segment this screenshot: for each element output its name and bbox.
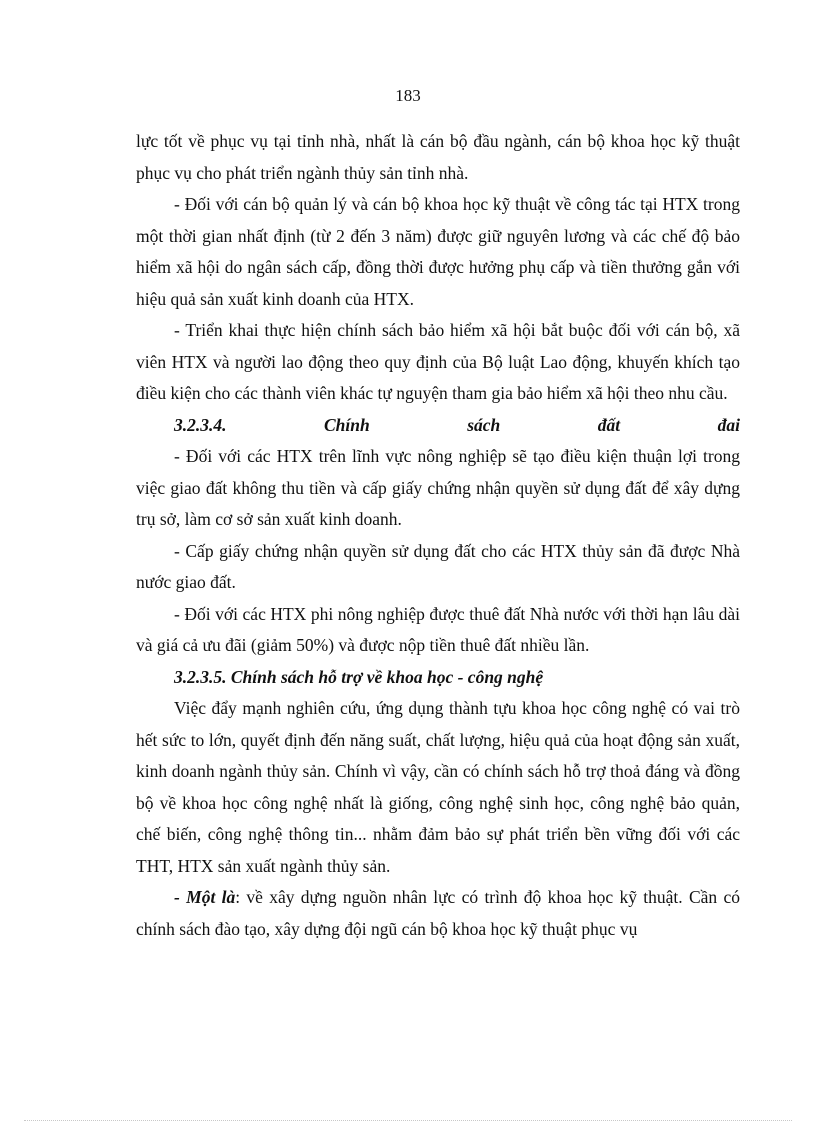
paragraph-staff-assignment: - Đối với cán bộ quản lý và cán bộ khoa học kỹ thuật về công tác tại HTX trong một thời gian nhất định (từ 2 đến 3 năm) được giữ nguyên lương và các chế độ bảo hiểm xã hội do ngân sách cấp, đồng thời được hưởng phụ cấp và tiền thưởng gắn với hiệu quả sản xuất kinh doanh của HTX.: [136, 194, 740, 309]
heading-word-3: đất: [597, 414, 621, 435]
heading-number: 3.2.3.4.: [174, 414, 227, 435]
paragraph-continuation: lực tốt về phục vụ tại tỉnh nhà, nhất là cán bộ đầu ngành, cán bộ khoa học kỹ thuật phục vụ cho phát triển ngành thủy sản tỉnh nhà.: [136, 131, 740, 183]
heading-word-1: Chính: [323, 414, 370, 435]
heading-word-4: đai: [717, 414, 740, 435]
section-heading-science-tech: 3.2.3.5. Chính sách hỗ trợ về khoa học - công nghệ: [174, 666, 544, 687]
paragraph-science-tech-intro: Việc đẩy mạnh nghiên cứu, ứng dụng thành tựu khoa học công nghệ có vai trò hết sức to lớn, quyết định đến năng suất, chất lượng, hiệu quả của hoạt động sản xuất, kinh doanh ngành thủy sản. Chính vì vậy, cần có chính sách hỗ trợ thoả đáng và đồng bộ về khoa học công nghệ nhất là giống, công nghệ sinh học, công nghệ bảo quản, chế biến, công nghệ thông tin... nhằm đảm bảo sự phát triển bền vững đối với các THT, HTX sản xuất ngành thủy sản.: [136, 698, 740, 876]
heading-word-2: sách: [467, 414, 501, 435]
paragraph-agricultural-land: - Đối với các HTX trên lĩnh vực nông nghiệp sẽ tạo điều kiện thuận lợi trong việc giao đất không thu tiền và cấp giấy chứng nhận quyền sử dụng đất để xây dựng trụ sở, làm cơ sở sản xuất kinh doanh.: [136, 446, 740, 529]
paragraph-first-measure: [136, 882, 740, 945]
paragraph-social-insurance: - Triển khai thực hiện chính sách bảo hiểm xã hội bắt buộc đối với cán bộ, xã viên HTX và người lao động theo quy định của Bộ luật Lao động, khuyến khích tạo điều kiện cho các thành viên khác tự nguyện tham gia bảo hiểm xã hội theo nhu cầu.: [136, 320, 740, 403]
first-measure-text: : về xây dựng nguồn nhân lực có trình độ khoa học kỹ thuật. Cần có chính sách đào tạo, xây dựng đội ngũ cán bộ khoa học kỹ thuật phục vụ: [136, 887, 740, 939]
document-body: [136, 126, 740, 945]
first-measure-label: - Một là: [174, 887, 236, 907]
page-number: 183: [395, 86, 421, 105]
paragraph-non-agricultural-land: - Đối với các HTX phi nông nghiệp được thuê đất Nhà nước với thời hạn lâu dài và giá cả ưu đãi (giảm 50%) và được nộp tiền thuê đất nhiều lần.: [136, 603, 740, 655]
footer-divider: [24, 1120, 792, 1121]
paragraph-land-certificate: - Cấp giấy chứng nhận quyền sử dụng đất cho các HTX thủy sản đã được Nhà nước giao đất.: [136, 540, 740, 592]
section-heading-land-policy: [136, 410, 740, 442]
